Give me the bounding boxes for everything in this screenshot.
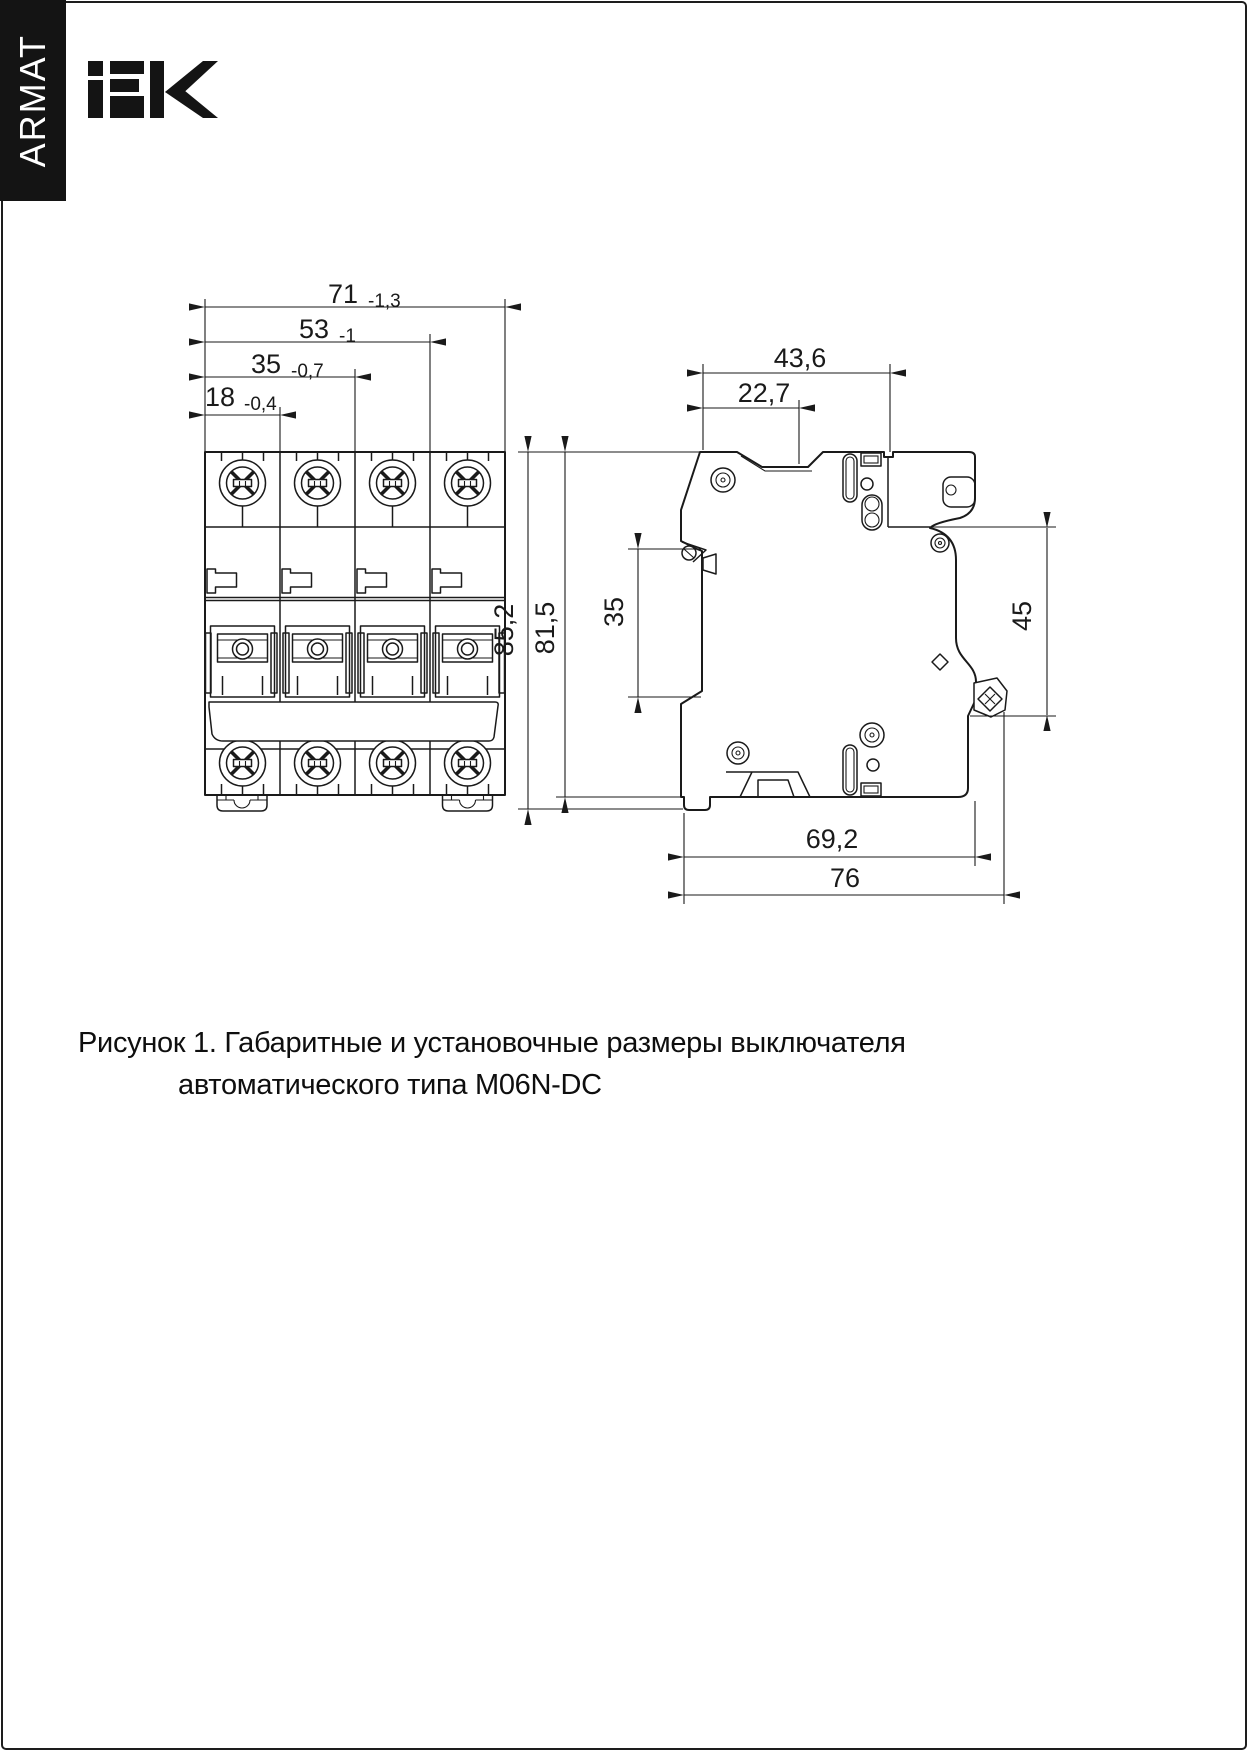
figure-caption-line-1: Рисунок 1. Габаритные и установочные размеры выключателя xyxy=(78,1027,906,1059)
dim-din-35: 35 xyxy=(599,596,629,628)
dim-depth-76: 76 xyxy=(829,863,861,893)
dim-width-35-tolerance: -0,7 xyxy=(291,361,324,382)
dim-depth-43-6: 43,6 xyxy=(773,343,827,373)
dim-width-53-tolerance: -1 xyxy=(339,326,356,347)
dim-width-18-tolerance: -0,4 xyxy=(244,394,277,415)
dim-front-45: 45 xyxy=(1007,600,1037,632)
dim-width-53: 53 xyxy=(299,314,330,344)
dim-depth-69-2: 69,2 xyxy=(805,824,859,854)
side-view xyxy=(489,343,1056,904)
dim-width-18: 18 xyxy=(205,382,236,412)
dim-width-71-tolerance: -1,3 xyxy=(368,291,401,312)
iek-logo xyxy=(88,61,218,118)
armat-brand-label: ARMAT xyxy=(12,33,53,168)
front-view xyxy=(205,279,505,811)
dim-width-71: 71 xyxy=(328,279,359,309)
dim-width-35: 35 xyxy=(251,349,282,379)
figure-caption-line-2: автоматического типа M06N-DC xyxy=(178,1069,602,1101)
dim-depth-22-7: 22,7 xyxy=(737,378,791,408)
dim-height-85-2: 85,2 xyxy=(489,603,519,657)
figure-caption xyxy=(78,1022,978,1106)
dim-height-81-5: 81,5 xyxy=(530,601,560,655)
